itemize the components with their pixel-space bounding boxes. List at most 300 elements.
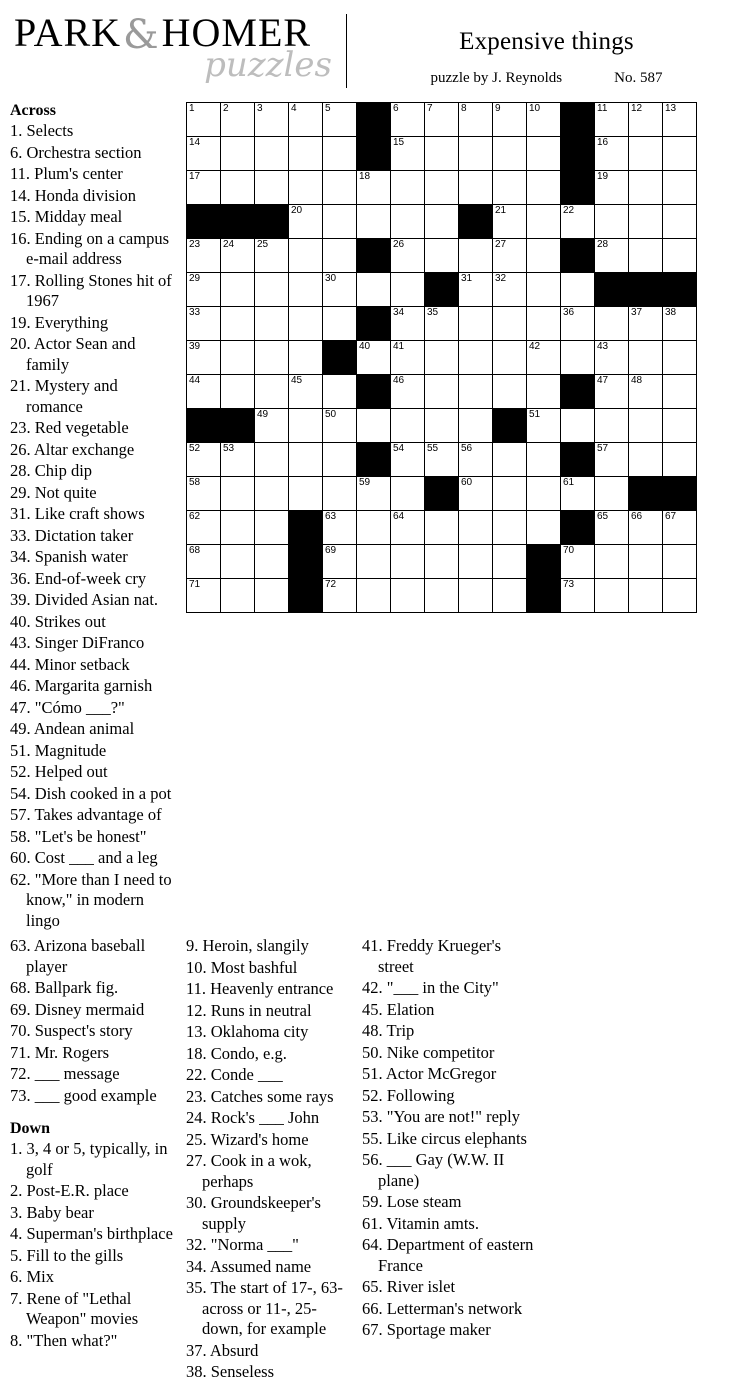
grid-cell-block [561, 103, 595, 137]
grid-cell[interactable] [425, 511, 459, 545]
grid-cell[interactable] [357, 341, 391, 375]
grid-cell[interactable] [391, 511, 425, 545]
grid-cell-block [323, 341, 357, 375]
grid-cell[interactable] [187, 137, 221, 171]
grid-cell-number: 3 [257, 103, 263, 114]
grid-cell[interactable] [425, 341, 459, 375]
across-clue: 34. Spanish water [10, 547, 128, 566]
grid-cell-number: 44 [189, 375, 201, 386]
grid-cell[interactable] [323, 409, 357, 443]
grid-cell-block [357, 103, 391, 137]
grid-cell-number: 38 [665, 307, 677, 318]
grid-cell[interactable] [221, 171, 255, 205]
grid-cell[interactable] [629, 239, 663, 273]
across-clue: 19. Everything [10, 312, 109, 332]
down-clue: 13. Oklahoma city [186, 1022, 309, 1041]
grid-cell-block [459, 205, 493, 239]
down-clue: 66. Letterman's network [362, 1298, 523, 1318]
grid-cell-number: 25 [257, 239, 269, 250]
across-clues-column-1 [10, 102, 186, 932]
down-clues-column-2-wrap [186, 936, 362, 1384]
grid-cell[interactable] [425, 409, 459, 443]
down-clues-column-3-wrap [362, 936, 548, 1384]
grid-cell[interactable] [527, 375, 561, 409]
grid-cell[interactable] [391, 443, 425, 477]
across-clue: 21. Mystery and romance [10, 376, 118, 416]
grid-cell[interactable] [425, 545, 459, 579]
grid-cell[interactable] [357, 171, 391, 205]
grid-cell[interactable] [493, 137, 527, 171]
grid-cell[interactable] [561, 477, 595, 511]
grid-cell[interactable] [595, 307, 629, 341]
grid-cell-block [663, 273, 697, 307]
grid-cell[interactable] [255, 171, 289, 205]
grid-cell[interactable] [221, 579, 255, 613]
grid-cell[interactable] [357, 545, 391, 579]
grid-cell[interactable] [493, 307, 527, 341]
across-clue: 52. Helped out [10, 762, 108, 781]
grid-cell[interactable] [561, 205, 595, 239]
grid-cell[interactable] [221, 307, 255, 341]
grid-cell-number: 8 [461, 103, 467, 114]
grid-cell[interactable] [663, 341, 697, 375]
across-clue: 57. Takes advantage of [10, 805, 162, 824]
grid-cell[interactable] [595, 443, 629, 477]
grid-cell-block [357, 443, 391, 477]
grid-cell[interactable] [391, 579, 425, 613]
grid-cell[interactable] [595, 545, 629, 579]
grid-cell-number: 1 [189, 103, 195, 114]
grid-cell[interactable] [493, 579, 527, 613]
grid-cell[interactable] [595, 409, 629, 443]
grid-cell[interactable] [459, 307, 493, 341]
grid-cell-number: 73 [563, 579, 575, 590]
grid-row [187, 579, 697, 613]
across-clue: 1. Selects [10, 121, 74, 140]
grid-cell[interactable] [323, 443, 357, 477]
grid-cell[interactable] [493, 341, 527, 375]
grid-cell[interactable] [629, 545, 663, 579]
grid-cell[interactable] [459, 545, 493, 579]
grid-cell-block [187, 409, 221, 443]
grid-cell[interactable] [323, 103, 357, 137]
grid-cell[interactable] [629, 511, 663, 545]
grid-cell[interactable] [663, 443, 697, 477]
down-clue: 25. Wizard's home [186, 1129, 309, 1149]
grid-cell[interactable] [561, 307, 595, 341]
grid-cell[interactable] [595, 375, 629, 409]
brand-part2: HOMER [161, 10, 312, 55]
grid-cell-number: 65 [597, 511, 609, 522]
grid-cell-block [357, 137, 391, 171]
grid-cell[interactable] [221, 511, 255, 545]
grid-cell[interactable] [323, 579, 357, 613]
grid-row [187, 443, 697, 477]
grid-cell[interactable] [629, 307, 663, 341]
down-clue: 52. Following [362, 1085, 455, 1105]
grid-cell[interactable] [595, 579, 629, 613]
grid-cell-number: 63 [325, 511, 337, 522]
down-clue: 8. "Then what?" [10, 1330, 118, 1350]
grid-cell[interactable] [187, 239, 221, 273]
grid-cell-number: 59 [359, 477, 371, 488]
grid-cell[interactable] [527, 103, 561, 137]
grid-cell[interactable] [221, 341, 255, 375]
grid-cell[interactable] [357, 409, 391, 443]
grid-cell[interactable] [187, 375, 221, 409]
grid-cell[interactable] [527, 511, 561, 545]
grid-cell[interactable] [459, 579, 493, 613]
grid-cell-number: 50 [325, 409, 337, 420]
grid-cell[interactable] [561, 341, 595, 375]
grid-cell[interactable] [255, 579, 289, 613]
grid-cell[interactable] [391, 103, 425, 137]
grid-cell[interactable] [595, 239, 629, 273]
grid-cell[interactable] [289, 443, 323, 477]
grid-cell-block [187, 205, 221, 239]
grid-cell[interactable] [357, 511, 391, 545]
grid-cell[interactable] [289, 103, 323, 137]
grid-cell[interactable] [595, 511, 629, 545]
grid-row [187, 205, 697, 239]
grid-cell[interactable] [663, 579, 697, 613]
across-clue: 39. Divided Asian nat. [10, 590, 159, 609]
down-clue: 56. ___ Gay (W.W. II plane) [362, 1150, 505, 1190]
grid-cell[interactable] [187, 443, 221, 477]
grid-cell-number: 19 [597, 171, 609, 182]
grid-cell[interactable] [323, 545, 357, 579]
grid-cell[interactable] [425, 579, 459, 613]
down-clue: 67. Sportage maker [362, 1320, 491, 1339]
grid-cell[interactable] [323, 171, 357, 205]
grid-cell[interactable] [255, 103, 289, 137]
grid-cell[interactable] [425, 443, 459, 477]
grid-cell[interactable] [425, 239, 459, 273]
grid-cell-number: 26 [393, 239, 405, 250]
grid-cell-number: 32 [495, 273, 507, 284]
across-clue: 6. Orchestra section [10, 142, 142, 162]
grid-cell[interactable] [391, 375, 425, 409]
grid-cell[interactable] [289, 137, 323, 171]
grid-cell[interactable] [629, 409, 663, 443]
grid-cell[interactable] [459, 477, 493, 511]
grid-cell[interactable] [527, 205, 561, 239]
grid-cell[interactable] [289, 307, 323, 341]
grid-cell[interactable] [323, 307, 357, 341]
grid-cell[interactable] [493, 375, 527, 409]
grid-cell[interactable] [663, 239, 697, 273]
grid-cell[interactable] [255, 239, 289, 273]
down-clue: 9. Heroin, slangily [186, 936, 309, 955]
grid-cell[interactable] [527, 273, 561, 307]
grid-cell-number: 69 [325, 545, 337, 556]
grid-cell-block [629, 477, 663, 511]
grid-cell[interactable] [561, 579, 595, 613]
grid-cell[interactable] [663, 137, 697, 171]
down-clue: 5. Fill to the gills [10, 1245, 124, 1265]
grid-cell[interactable] [595, 205, 629, 239]
grid-cell[interactable] [425, 171, 459, 205]
grid-cell[interactable] [595, 103, 629, 137]
grid-cell-block [595, 273, 629, 307]
grid-cell-number: 14 [189, 137, 201, 148]
grid-cell[interactable] [561, 409, 595, 443]
grid-cell[interactable] [493, 239, 527, 273]
grid-cell[interactable] [187, 579, 221, 613]
grid-cell[interactable] [255, 137, 289, 171]
grid-cell[interactable] [629, 205, 663, 239]
grid-cell[interactable] [255, 341, 289, 375]
grid-cell[interactable] [527, 171, 561, 205]
grid-cell[interactable] [391, 239, 425, 273]
grid-cell[interactable] [459, 137, 493, 171]
grid-row [187, 273, 697, 307]
down-clue: 61. Vitamin amts. [362, 1213, 479, 1233]
grid-cell[interactable] [663, 511, 697, 545]
grid-cell[interactable] [221, 443, 255, 477]
grid-cell[interactable] [391, 171, 425, 205]
grid-cell[interactable] [493, 171, 527, 205]
down-clue: 3. Baby bear [10, 1202, 94, 1222]
grid-cell-number: 31 [461, 273, 473, 284]
grid-cell[interactable] [493, 103, 527, 137]
across-clue: 26. Altar exchange [10, 439, 135, 459]
grid-cell-number: 17 [189, 171, 201, 182]
across-clue: 23. Red vegetable [10, 418, 129, 437]
grid-cell[interactable] [255, 511, 289, 545]
grid-cell-number: 20 [291, 205, 303, 216]
grid-cell-number: 68 [189, 545, 201, 556]
grid-row [187, 239, 697, 273]
grid-cell[interactable] [391, 409, 425, 443]
grid-cell[interactable] [663, 103, 697, 137]
grid-cell-block [561, 511, 595, 545]
grid-cell[interactable] [323, 205, 357, 239]
grid-cell[interactable] [527, 341, 561, 375]
grid-cell[interactable] [323, 511, 357, 545]
grid-cell[interactable] [629, 375, 663, 409]
grid-cell[interactable] [221, 239, 255, 273]
grid-cell[interactable] [187, 307, 221, 341]
grid-cell[interactable] [425, 137, 459, 171]
down-clue: 27. Cook in a wok, perhaps [186, 1151, 312, 1191]
grid-cell[interactable] [629, 103, 663, 137]
grid-cell-block [561, 137, 595, 171]
brand-part1: PARK [14, 10, 122, 55]
grid-cell[interactable] [391, 137, 425, 171]
grid-cell[interactable] [629, 341, 663, 375]
grid-cell[interactable] [459, 409, 493, 443]
grid-cell[interactable] [629, 579, 663, 613]
grid-cell[interactable] [527, 477, 561, 511]
grid-cell[interactable] [629, 171, 663, 205]
grid-cell-number: 48 [631, 375, 643, 386]
grid-cell[interactable] [663, 307, 697, 341]
down-clue: 23. Catches some rays [186, 1086, 334, 1106]
crossword-grid-container [186, 102, 720, 932]
grid-cell[interactable] [391, 341, 425, 375]
grid-cell[interactable] [493, 205, 527, 239]
grid-cell[interactable] [187, 511, 221, 545]
grid-cell[interactable] [289, 171, 323, 205]
grid-cell[interactable] [595, 477, 629, 511]
grid-cell[interactable] [527, 307, 561, 341]
grid-cell[interactable] [323, 239, 357, 273]
grid-cell[interactable] [595, 171, 629, 205]
masthead-info [367, 12, 726, 87]
crossword-grid[interactable] [186, 102, 697, 613]
across-clue: 43. Singer DiFranco [10, 633, 145, 652]
grid-cell[interactable] [459, 273, 493, 307]
grid-cell[interactable] [459, 239, 493, 273]
grid-cell[interactable] [357, 477, 391, 511]
across-clue: 28. Chip dip [10, 461, 93, 480]
grid-row [187, 545, 697, 579]
grid-cell[interactable] [255, 409, 289, 443]
grid-cell[interactable] [459, 103, 493, 137]
grid-cell[interactable] [391, 205, 425, 239]
grid-row [187, 137, 697, 171]
grid-cell-block [357, 307, 391, 341]
grid-cell[interactable] [357, 579, 391, 613]
grid-cell[interactable] [323, 273, 357, 307]
grid-cell[interactable] [493, 443, 527, 477]
grid-cell-block [663, 477, 697, 511]
grid-cell[interactable] [391, 545, 425, 579]
down-clue: 59. Lose steam [362, 1192, 462, 1211]
grid-cell[interactable] [425, 205, 459, 239]
grid-cell-number: 30 [325, 273, 337, 284]
across-clue: 62. "More than I need to know," in modern lingo [10, 869, 172, 930]
grid-cell[interactable] [221, 103, 255, 137]
grid-row [187, 477, 697, 511]
grid-cell[interactable] [187, 273, 221, 307]
grid-cell[interactable] [493, 545, 527, 579]
grid-cell[interactable] [391, 307, 425, 341]
grid-cell[interactable] [663, 375, 697, 409]
across-clue: 16. Ending on a campus e-mail address [10, 228, 170, 268]
grid-cell[interactable] [459, 443, 493, 477]
grid-cell[interactable] [493, 273, 527, 307]
brand-ampersand: & [123, 12, 160, 58]
grid-cell[interactable] [561, 273, 595, 307]
grid-cell-number: 52 [189, 443, 201, 454]
grid-cell[interactable] [289, 273, 323, 307]
grid-cell[interactable] [289, 375, 323, 409]
grid-cell[interactable] [459, 375, 493, 409]
grid-cell[interactable] [255, 443, 289, 477]
grid-cell-block [221, 205, 255, 239]
grid-cell[interactable] [255, 375, 289, 409]
grid-cell[interactable] [391, 477, 425, 511]
grid-cell[interactable] [187, 103, 221, 137]
grid-row [187, 511, 697, 545]
grid-cell[interactable] [187, 341, 221, 375]
down-clue: 51. Actor McGregor [362, 1064, 497, 1083]
grid-cell[interactable] [663, 171, 697, 205]
grid-cell[interactable] [255, 477, 289, 511]
grid-cell-number: 15 [393, 137, 405, 148]
grid-cell[interactable] [289, 341, 323, 375]
grid-cell[interactable] [595, 341, 629, 375]
grid-cell[interactable] [289, 205, 323, 239]
grid-cell-number: 51 [529, 409, 541, 420]
grid-cell[interactable] [493, 511, 527, 545]
grid-cell[interactable] [663, 545, 697, 579]
grid-cell[interactable] [323, 477, 357, 511]
grid-cell[interactable] [357, 273, 391, 307]
down-clue-list-1 [10, 1139, 176, 1351]
grid-cell[interactable] [391, 273, 425, 307]
grid-cell[interactable] [493, 477, 527, 511]
grid-cell[interactable] [663, 409, 697, 443]
grid-cell[interactable] [255, 273, 289, 307]
grid-cell[interactable] [323, 375, 357, 409]
grid-cell-block [561, 375, 595, 409]
grid-cell-block [561, 239, 595, 273]
across-clues-column-2-wrap [10, 936, 186, 1384]
grid-cell[interactable] [425, 375, 459, 409]
grid-cell[interactable] [221, 477, 255, 511]
grid-cell[interactable] [187, 477, 221, 511]
down-clue: 30. Groundskeeper's supply [186, 1193, 321, 1233]
grid-cell[interactable] [527, 137, 561, 171]
across-clue: 73. ___ good example [10, 1085, 157, 1105]
grid-cell-number: 43 [597, 341, 609, 352]
across-clue: 31. Like craft shows [10, 504, 145, 523]
grid-cell-number: 49 [257, 409, 269, 420]
grid-cell[interactable] [425, 103, 459, 137]
grid-cell[interactable] [221, 273, 255, 307]
grid-cell-number: 72 [325, 579, 337, 590]
down-clue: 7. Rene of "Lethal Weapon" movies [10, 1288, 139, 1328]
grid-cell[interactable] [595, 137, 629, 171]
grid-cell[interactable] [527, 239, 561, 273]
grid-cell-number: 60 [461, 477, 473, 488]
down-clue: 55. Like circus elephants [362, 1128, 527, 1148]
grid-cell[interactable] [459, 341, 493, 375]
grid-cell[interactable] [221, 137, 255, 171]
grid-cell[interactable] [357, 205, 391, 239]
grid-cell[interactable] [289, 239, 323, 273]
grid-cell[interactable] [255, 307, 289, 341]
down-clue: 35. The start of 17-, 63-across or 11-, 25-down, for example [186, 1278, 343, 1338]
grid-cell[interactable] [221, 375, 255, 409]
grid-cell[interactable] [629, 137, 663, 171]
grid-cell[interactable] [629, 443, 663, 477]
down-clue: 6. Mix [10, 1267, 55, 1286]
grid-cell[interactable] [527, 443, 561, 477]
grid-cell-number: 5 [325, 103, 331, 114]
grid-cell-number: 42 [529, 341, 541, 352]
grid-cell-number: 58 [189, 477, 201, 488]
grid-cell[interactable] [289, 477, 323, 511]
grid-cell[interactable] [459, 171, 493, 205]
grid-cell[interactable] [323, 137, 357, 171]
grid-cell[interactable] [561, 545, 595, 579]
grid-cell[interactable] [663, 205, 697, 239]
grid-cell[interactable] [459, 511, 493, 545]
grid-cell[interactable] [255, 545, 289, 579]
grid-cell[interactable] [527, 409, 561, 443]
grid-cell-block [527, 545, 561, 579]
down-clue: 11. Heavenly entrance [186, 979, 334, 998]
grid-cell[interactable] [187, 545, 221, 579]
grid-cell[interactable] [425, 307, 459, 341]
grid-cell[interactable] [187, 171, 221, 205]
grid-cell[interactable] [289, 409, 323, 443]
grid-cell[interactable] [221, 545, 255, 579]
